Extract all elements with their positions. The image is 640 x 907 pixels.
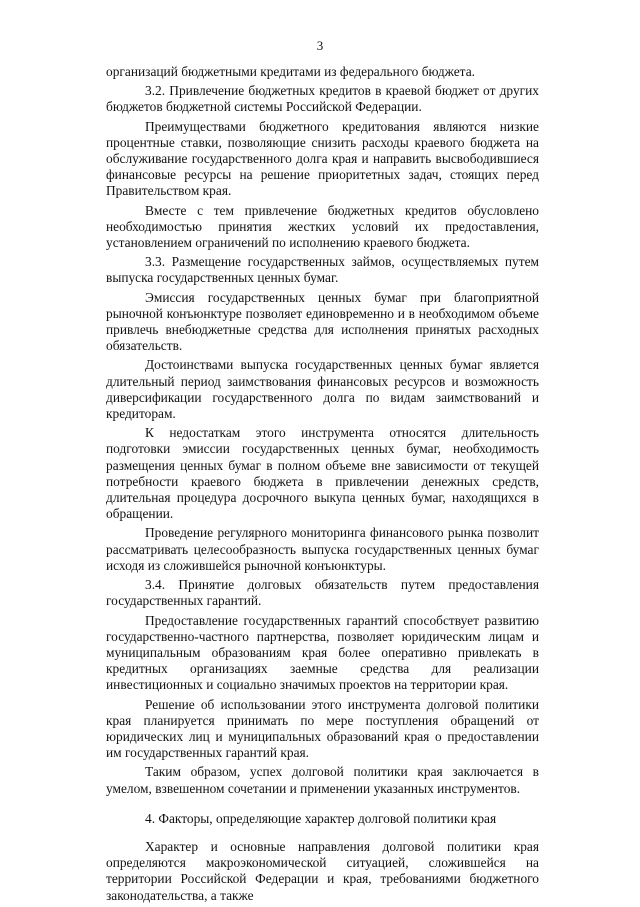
page-number: 3 xyxy=(316,38,324,53)
paragraph-conclusion: Таким образом, успех долговой политики края заключается в умелом, взвешенном сочетании и применении указанных инструментов. xyxy=(106,764,539,796)
paragraph-section-4-intro: Характер и основные направления долговой политики края определяются макроэкономической ситуацией, сложившейся на территории Российской Федерации и края, требованиями бюджетного законодательства, а также xyxy=(106,838,539,903)
paragraph-advantages-budget-credit: Преимуществами бюджетного кредитования являются низкие процентные ставки, позволяющие снизить расходы краевого бюджета на обслуживание государственного долга края и направить высвободившиеся финансовые ресурсы на решение приоритетных задач, стоящих перед Правительством края. xyxy=(106,118,539,199)
paragraph-guarantees: Предоставление государственных гарантий способствует развитию государственно-частного партнерства, позволяет юридическим лицам и муниципальным образованиям края более оперативно привлекать в кредитных организациях заемные средства для реализации инвестиционных и социально значимых проектов на территории края. xyxy=(106,612,539,693)
paragraph-securities-advantages: Достоинствами выпуска государственных ценных бумаг является длительный период заимствования финансовых ресурсов и возможность диверсификации государственного долга по видам заимствований и кредиторам. xyxy=(106,357,539,422)
paragraph-continuation: организаций бюджетными кредитами из федерального бюджета. xyxy=(106,64,475,79)
paragraph-budget-credit-conditions: Вместе с тем привлечение бюджетных кредитов обусловлено необходимостью принятия жестких условий их предоставления, установлением ограничений по исполнению краевого бюджета. xyxy=(106,202,539,251)
paragraph-item-3-3: 3.3. Размещение государственных займов, осуществляемых путем выпуска государственных ценных бумаг. xyxy=(106,254,539,286)
paragraph-item-3-4: 3.4. Принятие долговых обязательств путем предоставления государственных гарантий. xyxy=(106,577,539,609)
paragraph-securities-emission: Эмиссия государственных ценных бумаг при благоприятной рыночной конъюнктуре позволяет единовременно и в необходимом объеме привлечь внебюджетные средства для исполнения принятых расходных обязательств. xyxy=(106,289,539,354)
document-body xyxy=(106,64,539,907)
paragraph-market-monitoring: Проведение регулярного мониторинга финансового рынка позволит рассматривать целесообразность выпуска государственных ценных бумаг исходя из сложившейся рыночной конъюнктуры. xyxy=(106,525,539,573)
paragraph-guarantees-decision: Решение об использовании этого инструмента долговой политики края планируется принимать по мере поступления обращений от юридических лиц и муниципальных образований края о предоставлении им государственных гарантий края. xyxy=(106,696,539,761)
paragraph-item-3-2: 3.2. Привлечение бюджетных кредитов в краевой бюджет от других бюджетов бюджетной системы Российской Федерации. xyxy=(106,83,539,115)
section-heading: 4. Факторы, определяющие характер долговой политики края xyxy=(145,810,497,826)
paragraph-securities-disadvantages: К недостаткам этого инструмента относятся длительность подготовки эмиссии государственных ценных бумаг, необходимость размещения ценных бумаг в полном объеме вне зависимости от текущей потребности краевого бюджета в привлечении денежных средств, длительная процедура досрочного выкупа ценных бумаг, находящихся в обращении. xyxy=(106,425,539,522)
